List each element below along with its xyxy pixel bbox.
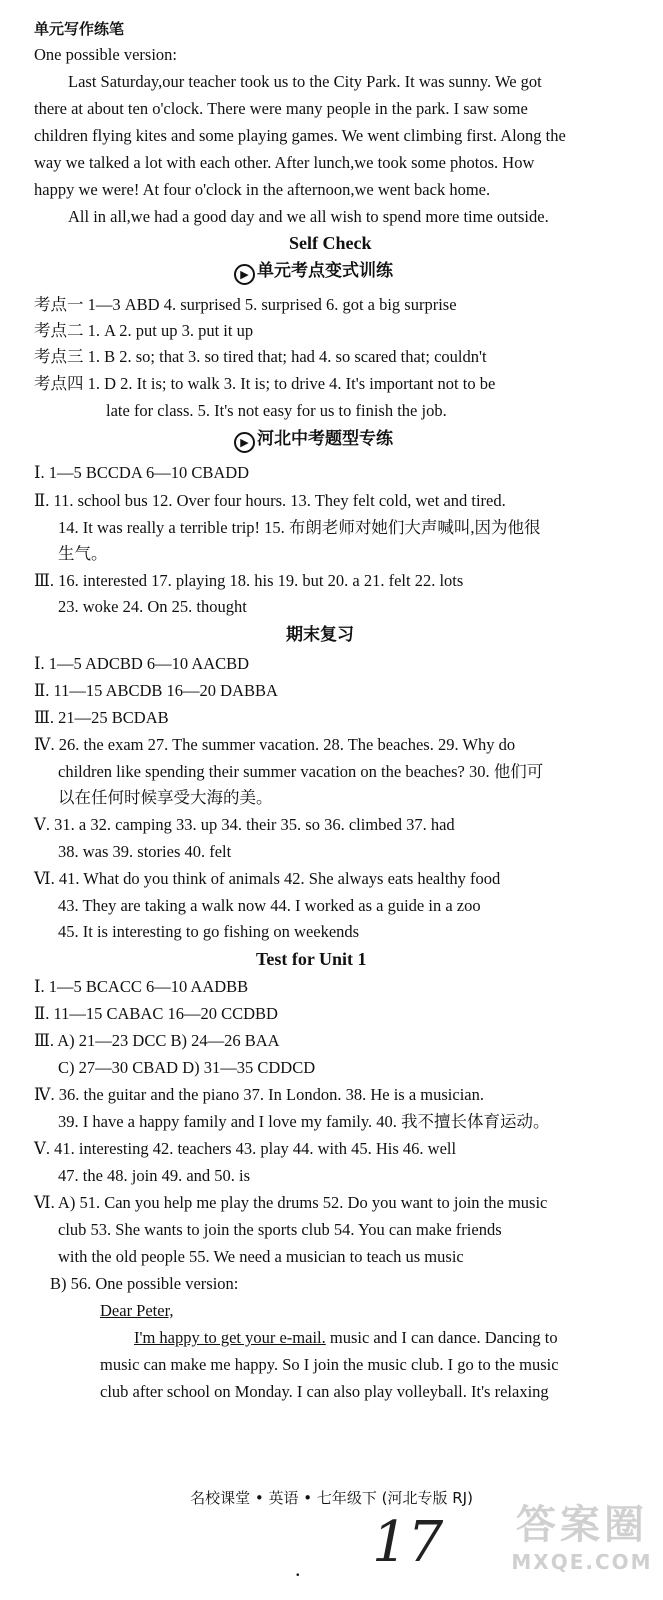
text-line-content: 38. was 39. stories 40. felt xyxy=(58,842,232,861)
text-line-content: 单元写作练笔 xyxy=(34,20,125,38)
text-line-content: I'm happy to get your e-mail. music and I can dance. Dancing to xyxy=(134,1328,558,1347)
text-line-content: Ⅲ. A) 21—23 DCC B) 24—26 BAA xyxy=(34,1031,280,1050)
text-line xyxy=(34,707,169,729)
text-line-content: Ⅰ. 1—5 BCCDA 6—10 CBADD xyxy=(34,463,250,482)
text-line xyxy=(34,462,249,484)
text-line xyxy=(34,98,528,120)
text-line xyxy=(34,18,124,40)
text-line xyxy=(34,346,487,368)
text-line xyxy=(34,179,490,201)
text-line xyxy=(34,44,177,66)
text-line-content: 生气。 xyxy=(58,544,108,563)
text-line xyxy=(68,71,542,93)
text-line-content: music can make me happy. So I join the music club. I go to the music xyxy=(100,1355,559,1374)
text-line xyxy=(58,596,247,618)
text-line-content: 单元考点变式训练 xyxy=(257,261,393,281)
text-line xyxy=(256,948,367,970)
text-line xyxy=(34,1030,280,1052)
text-line-content: 考点三 1. B 2. so; that 3. so tired that; had 4. so scared that; couldn't xyxy=(34,347,487,366)
text-line-content: 43. They are taking a walk now 44. I worked as a guide in a zoo xyxy=(58,896,481,915)
text-line-content: 23. woke 24. On 25. thought xyxy=(58,597,247,616)
text-line-content: children like spending their summer vacation on the beaches? 30. 他们可 xyxy=(58,762,544,781)
text-line-content: 考点四 1. D 2. It is; to walk 3. It is; to drive 4. It's important not to be xyxy=(34,374,496,393)
text-line-content: with the old people 55. We need a musician to teach us music xyxy=(58,1247,464,1266)
text-line-content: Last Saturday,our teacher took us to the City Park. It was sunny. We got xyxy=(68,72,542,91)
text-line xyxy=(58,761,543,783)
text-line xyxy=(34,152,534,174)
text-line xyxy=(289,232,372,254)
text-line-content: Ⅱ. 11. school bus 12. Over four hours. 13. They felt cold, wet and tired. xyxy=(34,491,506,510)
text-line xyxy=(34,868,500,890)
text-line xyxy=(58,1246,464,1268)
text-line-content: happy we were! At four o'clock in the afternoon,we went back home. xyxy=(34,180,491,199)
text-line xyxy=(34,1003,278,1025)
text-line xyxy=(34,125,566,147)
text-line xyxy=(34,976,248,998)
text-line-content: C) 27—30 CBAD D) 31—35 CDDCD xyxy=(58,1058,316,1077)
text-line xyxy=(58,841,231,863)
text-line xyxy=(100,1354,559,1376)
text-line xyxy=(58,1165,250,1187)
text-line-content: Ⅴ. 31. a 32. camping 33. up 34. their 35. so 36. climbed 37. had xyxy=(34,815,455,834)
play-arrow-icon: ▶ xyxy=(234,432,255,453)
text-line xyxy=(234,260,393,285)
text-line xyxy=(58,543,108,565)
text-line xyxy=(34,814,455,836)
text-line-content: Ⅰ. 1—5 BCACC 6—10 AADBB xyxy=(34,977,249,996)
text-line xyxy=(34,570,463,592)
text-line-content: there at about ten o'clock. There were many people in the park. I saw some xyxy=(34,99,528,118)
page-footer: 名校课堂 • 英语 • 七年级下 (河北专版 RJ) xyxy=(190,1489,473,1507)
watermark-logo-text: 答案圈 xyxy=(516,1502,648,1548)
text-line xyxy=(58,1219,502,1241)
text-line xyxy=(100,1300,174,1322)
text-line xyxy=(100,1381,549,1403)
text-line-content: 以在任何时候享受大海的美。 xyxy=(58,788,273,807)
handwritten-page-number: 17 xyxy=(372,1510,444,1575)
text-line xyxy=(286,624,354,646)
watermark-url: MXQE.COM xyxy=(511,1550,653,1574)
text-line-content: Ⅲ. 21—25 BCDAB xyxy=(34,708,169,727)
text-line xyxy=(34,373,495,395)
text-line-content: Ⅵ. 41. What do you think of animals 42. She always eats healthy food xyxy=(34,869,501,888)
text-line-content: Ⅳ. 36. the guitar and the piano 37. In London. 38. He is a musician. xyxy=(34,1085,484,1104)
text-line xyxy=(58,1111,550,1133)
text-line-content: Ⅰ. 1—5 ADCBD 6—10 AACBD xyxy=(34,654,250,673)
text-line xyxy=(34,490,506,512)
text-line xyxy=(34,294,457,316)
text-line xyxy=(34,680,278,702)
text-line-content: 14. It was really a terrible trip! 15. 布朗老师对她们大声喊叫,因为他很 xyxy=(58,518,541,537)
watermark xyxy=(507,1500,657,1592)
text-line-content: children flying kites and some playing games. We went climbing first. Along the xyxy=(34,126,566,145)
text-line-content: Ⅱ. 11—15 ABCDB 16—20 DABBA xyxy=(34,681,278,700)
text-line xyxy=(58,921,359,943)
text-line-content: Ⅲ. 16. interested 17. playing 18. his 19. but 20. a 21. felt 22. lots xyxy=(34,571,464,590)
text-line xyxy=(34,1084,484,1106)
text-line xyxy=(34,1192,547,1214)
text-line-content: Ⅴ. 41. interesting 42. teachers 43. play 44. with 45. His 46. well xyxy=(34,1139,457,1158)
text-line xyxy=(58,787,273,809)
text-line xyxy=(234,428,393,453)
text-line xyxy=(106,400,447,422)
text-line xyxy=(68,206,549,228)
text-line-content: club 53. She wants to join the sports club 54. You can make friends xyxy=(58,1220,502,1239)
text-line-content: club after school on Monday. I can also play volleyball. It's relaxing xyxy=(100,1382,549,1401)
text-line-content: 考点一 1—3 ABD 4. surprised 5. surprised 6. got a big surprise xyxy=(34,295,457,314)
text-line-content: Ⅳ. 26. the exam 27. The summer vacation. 28. The beaches. 29. Why do xyxy=(34,735,516,754)
text-line xyxy=(50,1273,238,1295)
text-line-content: Ⅵ. A) 51. Can you help me play the drums 52. Do you want to join the music xyxy=(34,1193,548,1212)
text-line-content: Test for Unit 1 xyxy=(256,949,367,969)
text-line-content: B) 56. One possible version: xyxy=(50,1274,239,1293)
text-line xyxy=(34,1138,456,1160)
text-line xyxy=(58,517,541,539)
text-line-content: Ⅱ. 11—15 CABAC 16—20 CCDBD xyxy=(34,1004,278,1023)
text-line-content: 39. I have a happy family and I love my family. 40. 我不擅长体育运动。 xyxy=(58,1112,550,1131)
text-line-content: All in all,we had a good day and we all wish to spend more time outside. xyxy=(68,207,549,226)
text-line-content: Self Check xyxy=(289,233,372,253)
text-line-content: Dear Peter, xyxy=(100,1301,174,1320)
text-line-content: One possible version: xyxy=(34,45,177,64)
text-line-content: way we talked a lot with each other. After lunch,we took some photos. How xyxy=(34,153,535,172)
text-line-content: 考点二 1. A 2. put up 3. put it up xyxy=(34,321,254,340)
text-line xyxy=(58,895,481,917)
text-line-content: 期末复习 xyxy=(286,625,354,645)
text-line-content: 河北中考题型专练 xyxy=(257,429,393,449)
text-line xyxy=(134,1327,558,1349)
text-line-content: 45. It is interesting to go fishing on weekends xyxy=(58,922,360,941)
text-line xyxy=(34,320,253,342)
text-line-content: late for class. 5. It's not easy for us to finish the job. xyxy=(106,401,447,420)
play-arrow-icon: ▶ xyxy=(234,264,255,285)
text-line-content: 47. the 48. join 49. and 50. is xyxy=(58,1166,251,1185)
ink-dot: . xyxy=(295,1556,301,1581)
text-line xyxy=(58,1057,315,1079)
text-line xyxy=(34,653,249,675)
text-line xyxy=(34,734,515,756)
